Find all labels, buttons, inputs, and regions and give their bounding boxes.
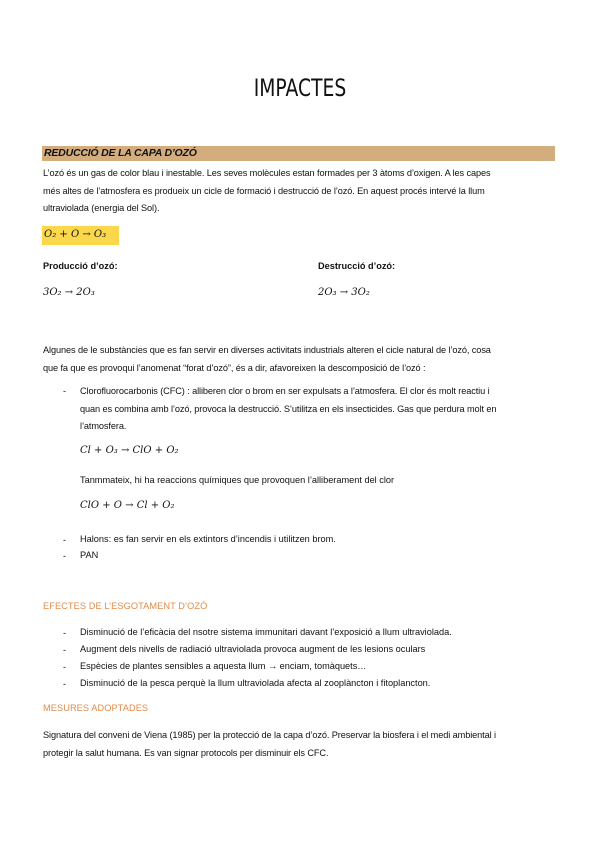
pan-item: PAN	[80, 550, 99, 560]
effects-item: Disminució de la pesca perquè la llum ultraviolada afecta al zooplàncton i fitoplancton.	[80, 678, 431, 688]
formula-main: O₂ + O → O₃	[44, 229, 107, 240]
substances-paragraph	[43, 342, 491, 377]
intro-line: L’ozó és un gas de color blau i inestable. Les seves molècules estan formades per 3 àtoms d’oxigen. A les capes	[43, 168, 491, 178]
cfc-line: l’atmosfera.	[80, 421, 127, 431]
bullet-dash: -	[63, 535, 67, 545]
section-heading-measures: MESURES ADOPTADES	[43, 703, 149, 713]
also-text: Tanmmateix, hi ha reaccions químiques que provoquen l’alliberament del clor	[80, 475, 395, 485]
substances-line: que fa que es provoqui l’anomenat “forat d’ozó”, és a dir, afavoreixen la descomposició de l’ozó :	[43, 362, 426, 373]
destruction-label: Destrucció d’ozó:	[318, 261, 396, 271]
measures-paragraph	[43, 727, 496, 762]
cfc-item	[80, 383, 496, 436]
section-heading-bar	[42, 146, 555, 161]
bullet-dash: -	[63, 386, 67, 396]
measures-line: Signatura del conveni de Viena (1985) per la protecció de la capa d’ozó. Preservar la biosfera i el medi ambiental i	[43, 730, 496, 740]
intro-paragraph	[43, 165, 491, 218]
measures-line: protegir la salut humana. Es van signar protocols per disminuir els CFC.	[43, 747, 329, 758]
production-label: Producció d’ozó:	[43, 261, 118, 271]
bullet-dash: -	[63, 662, 67, 672]
effects-item: Espècies de plantes sensibles a aquesta llum → enciam, tomàquets…	[80, 661, 367, 671]
intro-line: ultraviolada (energia del Sol).	[43, 203, 160, 213]
bullet-dash: -	[63, 679, 67, 689]
halons-item: Halons: es fan servir en els extintors d’incendis i utilitzen brom.	[80, 534, 336, 544]
page-title: IMPACTES	[253, 74, 347, 102]
section-heading-effects: EFECTES DE L’ESGOTAMENT D’OZÓ	[43, 601, 208, 611]
cfc-line: Clorofluorocarbonis (CFC) : alliberen clor o brom en ser expulsats a l’atmosfera. El clor és molt reactiu i	[80, 386, 490, 396]
cfc-line: quan es combina amb l’ozó, provoca la destrucció. S’utilitza en els insecticides. Gas que perdura molt en	[80, 403, 497, 414]
bullet-dash: -	[63, 628, 67, 638]
reaction-chlorine-release: ClO + O → Cl + O₂	[80, 500, 175, 511]
bullet-dash: -	[63, 645, 67, 655]
destruction-formula: 2O₃ → 3O₂	[318, 287, 370, 298]
substances-line: Algunes de le substàncies que es fan servir en diverses activitats industrials alteren el cicle natural de l’ozó, cosa	[43, 345, 491, 355]
intro-line: més altes de l’atmosfera es produeix un cicle de formació i destrucció de l’ozó. En aquest procés intervé la llum	[43, 185, 485, 196]
effects-item: Augment dels nivells de radiació ultraviolada provoca augment de les lesions oculars	[80, 644, 426, 654]
production-formula: 3O₂ → 2O₃	[43, 287, 95, 298]
reaction-chlorine-ozone: Cl + O₃ → ClO + O₂	[80, 445, 179, 456]
bullet-dash: -	[63, 551, 67, 561]
effects-item: Disminució de l’eficàcia del nsotre sistema immunitari davant l’exposició a llum ultraviolada.	[80, 627, 452, 637]
section-heading-ozone: REDUCCIÓ DE LA CAPA D’OZÓ	[44, 147, 197, 159]
